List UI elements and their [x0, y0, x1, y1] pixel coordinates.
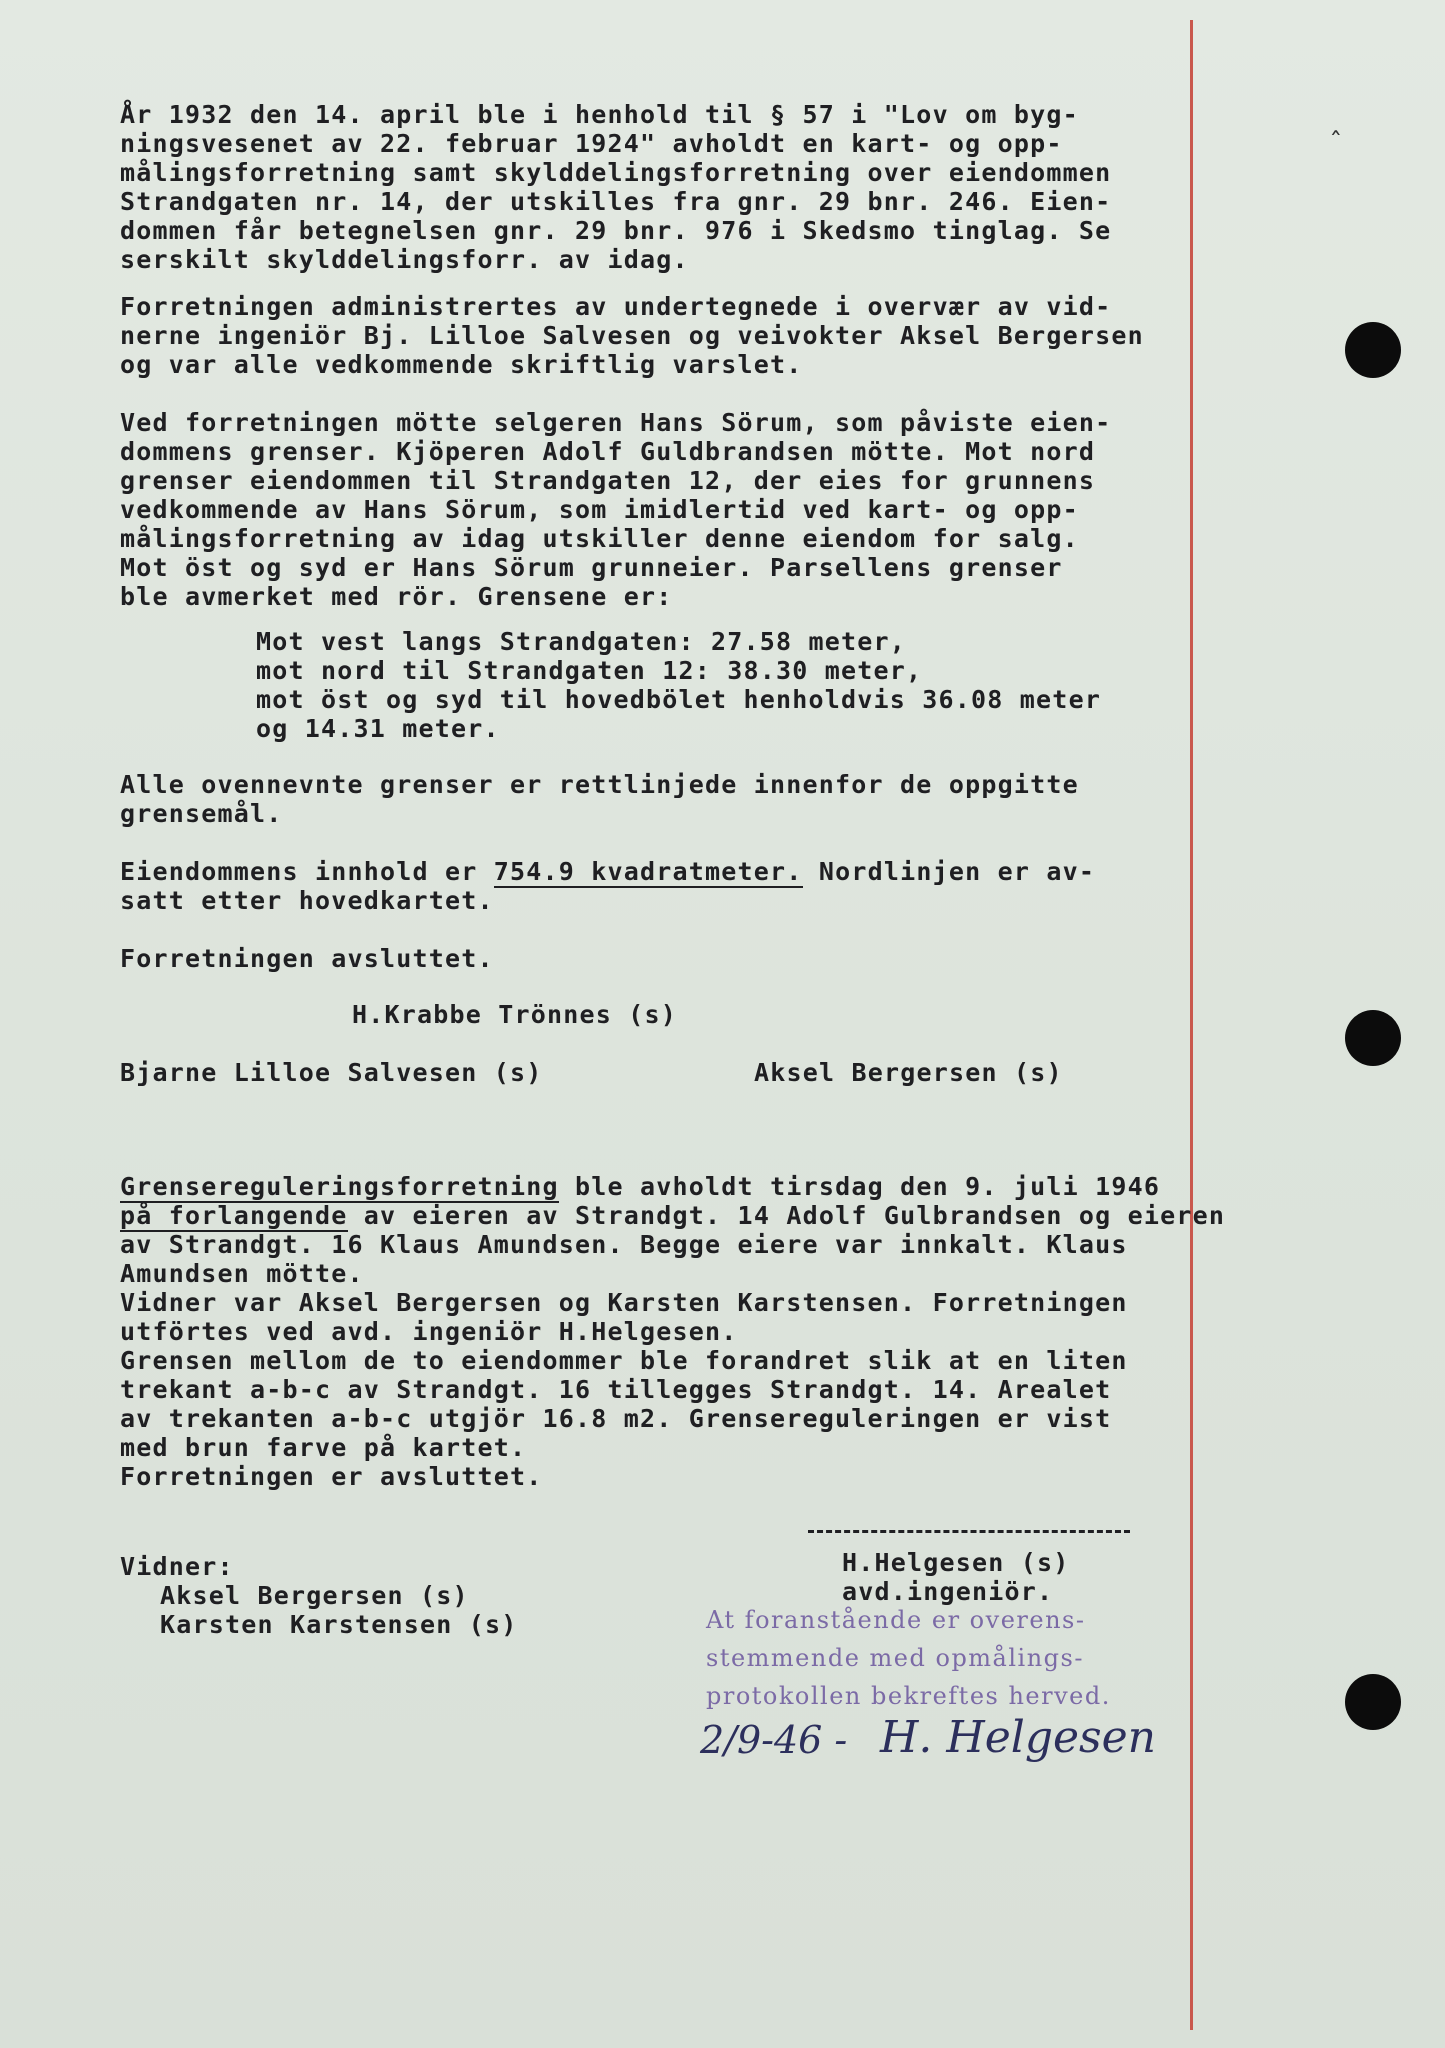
- text-line-indented: mot öst og syd til hovedbölet henholdvis 36.08 meter: [256, 685, 1102, 714]
- text-line: serskilt skylddelingsforr. av idag.: [120, 245, 689, 274]
- punch-hole: [1345, 1010, 1401, 1066]
- certification-stamp-line: At foranstående er overens-: [706, 1606, 1086, 1634]
- text-segment: Nordlinjen er av-: [802, 857, 1096, 886]
- text-line: vedkommende av Hans Sörum, som imidlertid ved kart- og opp-: [120, 495, 1079, 524]
- signature-line: H.Krabbe Trönnes (s): [352, 1000, 678, 1029]
- text-line: trekant a-b-c av Strandgt. 16 tillegges Strandgt. 14. Arealet: [120, 1375, 1112, 1404]
- text-line: Mot öst og syd er Hans Sörum grunneier. Parsellens grenser: [120, 553, 1063, 582]
- signature-dashes: [808, 1530, 1130, 1533]
- text-line: Alle ovennevnte grenser er rettlinjede innenfor de oppgitte: [120, 770, 1079, 799]
- punch-hole: [1345, 322, 1401, 378]
- text-line: [120, 857, 1095, 886]
- text-line: Forretningen avsluttet.: [120, 944, 494, 973]
- text-line: År 1932 den 14. april ble i henhold til § 57 i "Lov om byg-: [120, 100, 1079, 129]
- text-segment: ble avholdt tirsdag den 9. juli 1946: [558, 1172, 1161, 1201]
- heading-underlined: Grensereguleringsforretning: [120, 1172, 559, 1201]
- margin-mark: ˆ: [1328, 128, 1344, 158]
- signature-line: Aksel Bergersen (s): [754, 1058, 1063, 1087]
- text-line: målingsforretning samt skylddelingsforretning over eiendommen: [120, 158, 1112, 187]
- text-line: av Strandgt. 16 Klaus Amundsen. Begge eiere var innkalt. Klaus: [120, 1230, 1128, 1259]
- text-line: Forretningen er avsluttet.: [120, 1462, 543, 1491]
- text-line: ningsvesenet av 22. februar 1924" avholdt en kart- og opp-: [120, 129, 1063, 158]
- text-line-indented: Mot vest langs Strandgaten: 27.58 meter,: [256, 627, 907, 656]
- text-line: Amundsen mötte.: [120, 1259, 364, 1288]
- text-underlined: på forlangende: [120, 1201, 348, 1230]
- text-line: Ved forretningen mötte selgeren Hans Sörum, som påviste eien-: [120, 408, 1112, 437]
- area-value-underlined: 754.9 kvadratmeter.: [493, 857, 803, 886]
- text-line: grenser eiendommen til Strandgaten 12, der eies for grunnens: [120, 466, 1096, 495]
- certification-stamp-line: protokollen bekreftes herved.: [706, 1682, 1111, 1710]
- text-line: [120, 1201, 1225, 1230]
- text-line: dommens grenser. Kjöperen Adolf Guldbrandsen mötte. Mot nord: [120, 437, 1096, 466]
- text-line: ble avmerket med rör. Grensene er:: [120, 582, 673, 611]
- text-line: grensemål.: [120, 799, 283, 828]
- witness-name: Aksel Bergersen (s): [160, 1581, 469, 1610]
- text-line: [120, 1172, 1160, 1201]
- text-line: og var alle vedkommende skriftlig varslet.: [120, 350, 803, 379]
- text-line: satt etter hovedkartet.: [120, 886, 494, 915]
- text-line: Vidner var Aksel Bergersen og Karsten Karstensen. Forretningen: [120, 1288, 1128, 1317]
- text-line-indented: og 14.31 meter.: [256, 714, 500, 743]
- signature-line: Bjarne Lilloe Salvesen (s): [120, 1058, 543, 1087]
- text-line: Grensen mellom de to eiendommer ble forandret slik at en liten: [120, 1346, 1128, 1375]
- text-line: av trekanten a-b-c utgjör 16.8 m2. Grensereguleringen er vist: [120, 1404, 1112, 1433]
- text-line: Forretningen administrertes av undertegnede i overvær av vid-: [120, 292, 1112, 321]
- text-line: dommen får betegnelsen gnr. 29 bnr. 976 i Skedsmo tinglag. Se: [120, 216, 1112, 245]
- signer-title: avd.ingeniör.: [842, 1577, 1054, 1606]
- text-line: Strandgaten nr. 14, der utskilles fra gnr. 29 bnr. 246. Eien-: [120, 187, 1112, 216]
- certification-stamp-line: stemmende med opmålings-: [706, 1644, 1084, 1672]
- text-line-indented: mot nord til Strandgaten 12: 38.30 meter,: [256, 656, 923, 685]
- text-line: med brun farve på kartet.: [120, 1433, 527, 1462]
- punch-hole: [1345, 1674, 1401, 1730]
- text-segment: Eiendommens innhold er: [120, 857, 494, 886]
- handwritten-signature: H. Helgesen: [880, 1712, 1156, 1763]
- handwritten-date: 2/9-46 -: [700, 1718, 848, 1762]
- signer-name: H.Helgesen (s): [842, 1548, 1070, 1577]
- margin-line: [1190, 20, 1193, 2030]
- text-line: målingsforretning av idag utskiller denne eiendom for salg.: [120, 524, 1079, 553]
- text-line: utförtes ved avd. ingeniör H.Helgesen.: [120, 1317, 738, 1346]
- text-segment: av eieren av Strandgt. 14 Adolf Gulbrandsen og eieren: [347, 1201, 1226, 1230]
- text-line: nerne ingeniör Bj. Lilloe Salvesen og veivokter Aksel Bergersen: [120, 321, 1144, 350]
- witnesses-label: Vidner:: [120, 1552, 234, 1581]
- witness-name: Karsten Karstensen (s): [160, 1610, 518, 1639]
